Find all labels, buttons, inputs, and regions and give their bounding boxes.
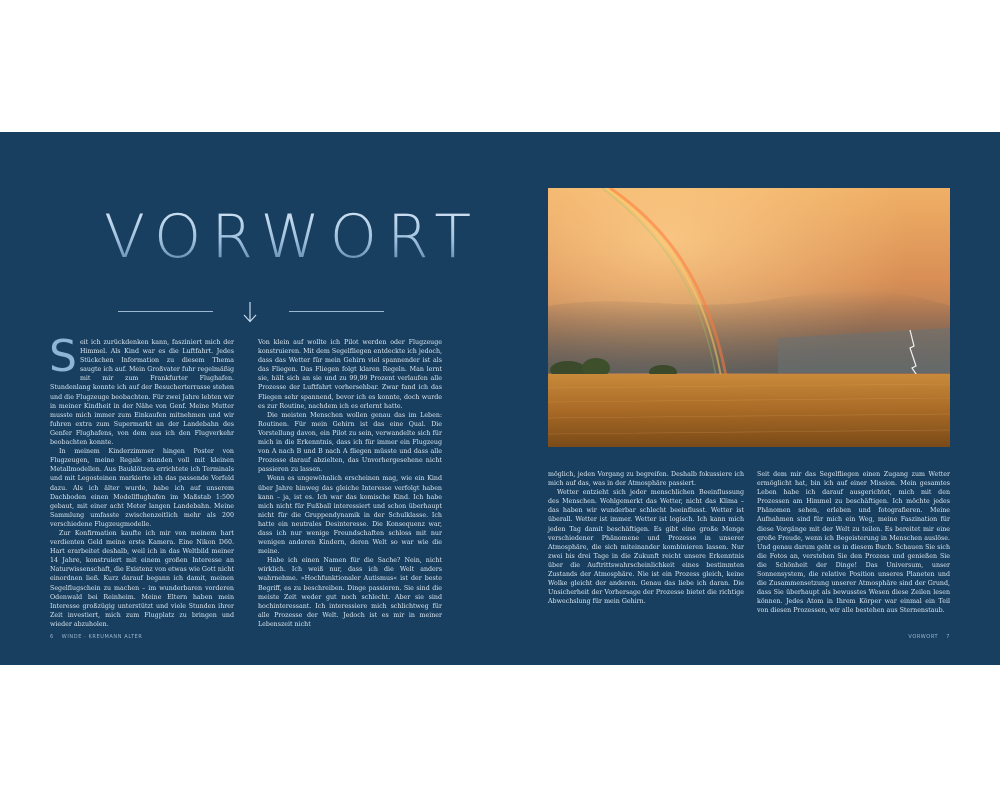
paragraph: Wenn es ungewöhnlich erscheinen mag, wie ein Kind über Jahre hinweg das gleiche Interesse verfolgt haben kann – ja, ist es. Ich war das komische Kind. Ich habe mich nicht für Fußball interessiert und schon überhaupt nicht für die Gruppendynamik in der Schulklasse. Ich hatte ein neutrales Desinteresse. Die Konsequenz war, dass ich nur wenige Freundschaften schloss mit nur wenigen anderen Kindern, deren Welt so war wie die meine.	[258, 475, 442, 556]
paragraph	[49, 331, 234, 447]
text-column-4	[757, 470, 950, 616]
paragraph: Seit dem mir das Segelfliegen einen Zugang zum Wetter ermöglicht hat, bin ich auf einer Mission. Mein gesamtes Leben habe ich darauf ausgerichtet, mich mit den Prozessen am Himmel zu beschäftigen. Ich möchte jedes Phänomen sehen, erleben und fotografieren. Meine Aufnahmen sind für mich ein Weg, meine Faszination für diese Vorgänge mit der Welt zu teilen. Es bereitet mir eine große Freude, wenn ich Begeisterung in Menschen auslöse. Und genau darum geht es in diesem Buch. Schauen Sie sich die Fotos an, verstehen Sie den Prozess und genießen Sie die Schönheit der Dinge! Das Universum, unser Sonnensystem, die relative Position unseres Planeten und die Zusammensetzung unserer Atmosphäre sind der Grund, dass Sie überhaupt als bewusstes Wesen diese Zeilen lesen können. Jedes Atom in Ihrem Körper war einmal ein Teil von diesen Prozessen, wir alle bestehen aus Sternenstaub.	[757, 471, 950, 615]
chapter-title: VORWORT	[104, 202, 482, 272]
drop-cap: S	[49, 331, 77, 382]
paragraph: Die meisten Menschen wollen genau das im Leben: Routinen. Für mein Gehirn ist das eine Qual. Die Vorstellung davon, ein Pilot zu sein, verwandelte sich für mich in die Erkenntnis, dass ich für immer ein Flugzeug von A nach B und B nach A fliegen müsste und dass alle Prozesse darauf abzielten, das Unvorhergesehene nicht passieren zu lassen.	[258, 411, 442, 474]
paragraph: Zur Konfirmation kaufte ich mir von meinem hart verdienten Geld meine erste Kamera. Eine Nikon D60. Hart erarbeitet deshalb, weil ich in das Weltbild meiner 14 Jahre, konstruiert mit einem großen Interesse an Naturwissenschaft, die Existenz von etwas wie Gott nicht einordnen ließ. Kurz darauf begann ich damit, meinen Segelflugschein zu machen – im wunderbaren vorderen Odenwald bei Reinheim. Meine Eltern haben mein Interesse großzügig unterstützt und viele Stunden ihrer Zeit investiert, mich zum Flugplatz zu bringen und wieder abzuholen.	[50, 529, 234, 628]
title-rule-left	[118, 311, 213, 312]
paragraph: Habe ich einen Namen für die Sache? Nein, nicht wirklich. Ich weiß nur, dass ich die Welt anders wahrnehme. »Hochfunktionaler Autismus« ist der beste Begriff, es zu beschreiben. Dinge passieren. Sie sind die meiste Zeit weder gut noch schlecht. Aber sie sind hochinteressant. Ich interessiere mich schlichtweg für alle Prozesse der Welt. Jedoch ist es mir in meiner Lebenszeit nicht	[258, 557, 442, 628]
title-rule-right	[289, 311, 384, 312]
page-number-right: 7	[946, 634, 950, 640]
photo-illustration	[548, 188, 950, 447]
book-spread	[0, 132, 1000, 665]
paragraph: Wetter entzieht sich jeder menschlichen Beeinflussung des Menschen. Wohlgemerkt das Wetter, nicht das Klima – das haben wir wunderbar schlecht beeinflusst. Wetter ist überall. Wetter ist immer. Wetter ist logisch. Ich kann mich jeden Tag damit beschäftigen. Es gibt eine große Menge verschiedener Phänomene und Prozesse in unserer Atmosphäre, die sich miteinander kombinieren lassen. Nur zwei bis drei Tage in die Zukunft reicht unsere Erkenntnis über die Auftrittswahrscheinlichkeit eines bestimmten Zustands der Atmosphäre. Nie ist ein Prozess gleich, keine Wolke gleicht der anderen. Genau das liebe ich daran. Die Unsicherheit der Vorhersage der Prozesse bietet die richtige Abwechslung für mein Gehirn.	[548, 489, 744, 606]
paragraph: möglich, jeden Vorgang zu begreifen. Deshalb fokussiere ich mich auf das, was in der Atmosphäre passiert.	[548, 471, 744, 488]
text-column-3	[548, 470, 744, 606]
rainbow-storm-photo	[548, 188, 950, 447]
paragraph: In meinem Kinderzimmer hingen Poster von Flugzeugen, meine Regale standen voll mit kleinen Metallmodellen. Aus Bauklötzen errichtete ich Terminals und mit Legosteinen markierte ich das passende Vorfeld dazu. Als ich älter wurde, habe ich auf unserem Dachboden einen Modellflughafen im Maßstab 1:500 gebaut, mit einer acht Meter langen Landebahn. Meine Sammlung umfasste zwischenzeitlich mehr als 200 verschiedene Flugzeugmodelle.	[50, 448, 234, 528]
page-number-left: 6	[50, 634, 54, 640]
folio-right	[908, 634, 950, 640]
running-header-right: VORWORT	[908, 634, 939, 640]
paragraph: Von klein auf wollte ich Pilot werden oder Flugzeuge konstruieren. Mit dem Segelfliegen entdeckte ich jedoch, dass das Wetter für mein Gehirn viel spannender ist als das Fliegen. Das Fliegen folgt klaren Regeln. Man lernt sie, hält sich an sie und zu 99,99 Prozent verlaufen alle Prozesse der Luftfahrt vorhersehbar. Zwar fand ich das Fliegen sehr spannend, bevor ich es konnte, doch wurde es zur Routine, nachdem ich es erlernt hatte.	[258, 339, 442, 410]
folio-left	[50, 634, 143, 640]
down-arrow-icon	[241, 300, 259, 324]
text-column-1	[49, 331, 234, 629]
text-column-2	[258, 338, 442, 629]
running-header-left: WINDE · KREUMANN ALTER	[61, 634, 143, 640]
paragraph-text: eit ich zurückdenken kann, fasziniert mich der Himmel. Als Kind war es die Luftfahrt. Jedes Stückchen Information zu diesem Thema saugte ich auf. Mein Großvater fuhr regelmäßig mit mir zum Frankfurter Flughafen. Stundenlang konnte ich auf der Besucherterrasse stehen und die Flugzeuge beobachten. Für zwei Jahre lebten wir in meiner Kindheit in der Nähe von Genf. Meine Mutter musste mich immer zum Einkaufen mitnehmen und wir fuhren extra zum Supermarkt an der Landebahn des Genfer Flughafens, von dem aus ich den Flugverkehr beobachten konnte.	[50, 339, 234, 447]
